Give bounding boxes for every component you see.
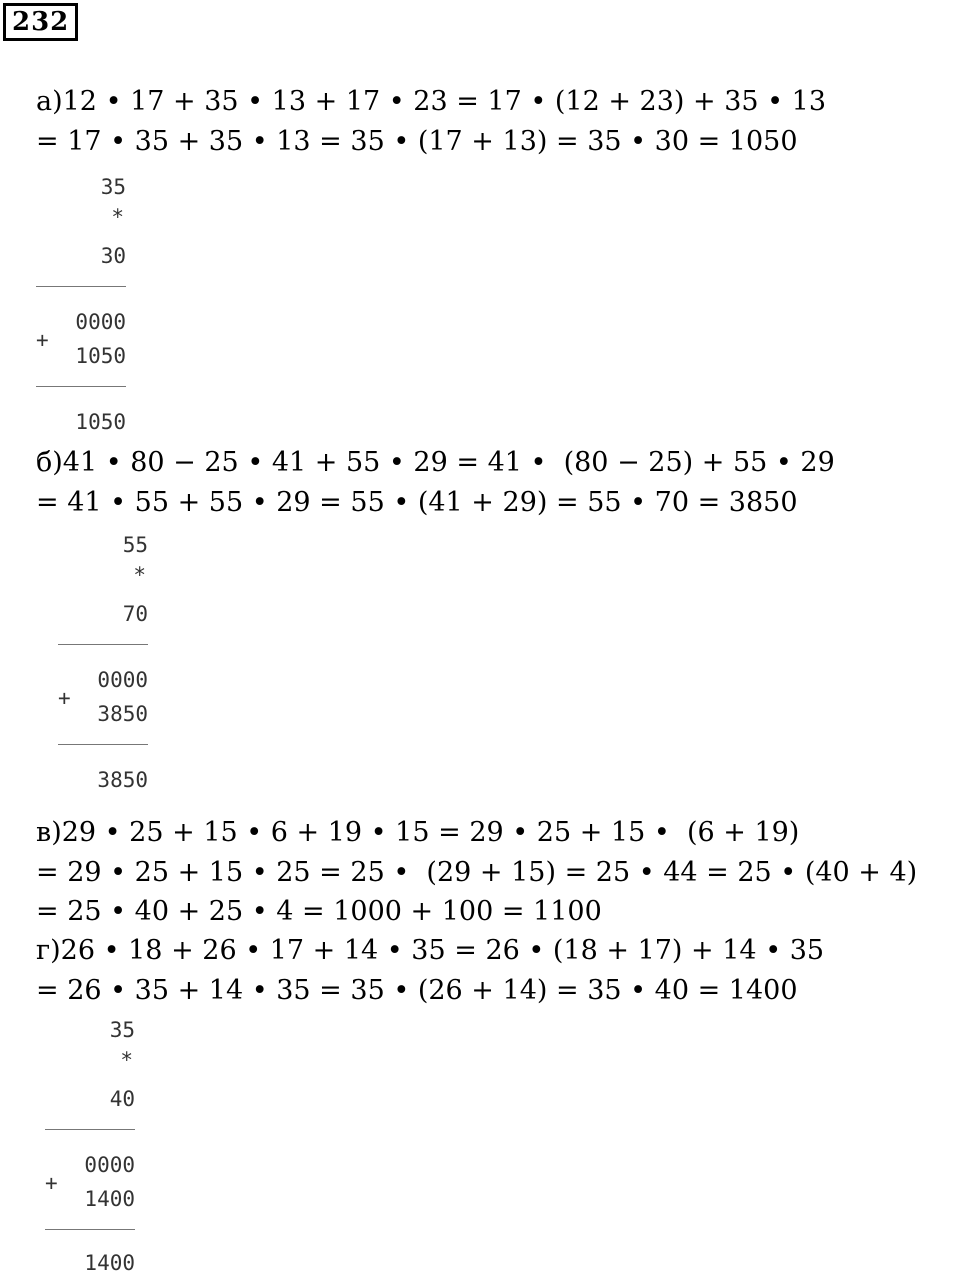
multiplicand: 35 [100,175,126,199]
equation-line: б)41 • 80 − 25 • 41 + 55 • 29 = 41 • (80 − 25) + 55 • 29 [36,447,835,478]
equation-line: а)12 • 17 + 35 • 13 + 17 • 23 = 17 • (12 + 23) + 35 • 13 [36,86,827,117]
divider-line [45,1229,135,1230]
plus-sign: + [36,328,49,352]
equation-line: = 17 • 35 + 35 • 13 = 35 • (17 + 13) = 35 • 30 = 1050 [36,126,798,157]
partial-product: 3850 [97,702,148,726]
partial-product: 0000 [97,668,148,692]
divider-line [36,386,126,387]
divider-line [36,286,126,287]
divider-line [45,1129,135,1130]
multiplier: 30 [100,244,126,268]
divider-line [58,644,148,645]
partial-product: 1050 [75,344,126,368]
plus-sign: + [45,1171,58,1195]
product-result: 1050 [75,410,126,434]
problem-number: 232 [3,3,78,41]
equation-line: г)26 • 18 + 26 • 17 + 14 • 35 = 26 • (18 + 17) + 14 • 35 [36,935,825,966]
plus-sign: + [58,686,71,710]
equation-line: в)29 • 25 + 15 • 6 + 19 • 15 = 29 • 25 + 15 • (6 + 19) [36,817,800,848]
partial-product: 0000 [84,1153,135,1177]
equation-line: = 25 • 40 + 25 • 4 = 1000 + 100 = 1100 [36,896,602,927]
equation-line: = 29 • 25 + 15 • 25 = 25 • (29 + 15) = 25 • 44 = 25 • (40 + 4) [36,857,918,888]
product-result: 1400 [84,1251,135,1275]
multiply-sign: * [133,563,146,587]
partial-product: 0000 [75,310,126,334]
multiply-sign: * [120,1048,133,1072]
multiplier: 70 [122,602,148,626]
multiplicand: 55 [122,533,148,557]
equation-line: = 26 • 35 + 14 • 35 = 35 • (26 + 14) = 35 • 40 = 1400 [36,975,798,1006]
divider-line [58,744,148,745]
product-result: 3850 [97,768,148,792]
column-multiplication [36,172,126,442]
partial-product: 1400 [84,1187,135,1211]
multiplicand: 35 [109,1018,135,1042]
column-multiplication [45,1015,135,1275]
multiplier: 40 [109,1087,135,1111]
equation-line: = 41 • 55 + 55 • 29 = 55 • (41 + 29) = 55 • 70 = 3850 [36,487,798,518]
multiply-sign: * [111,205,124,229]
column-multiplication [58,530,148,800]
